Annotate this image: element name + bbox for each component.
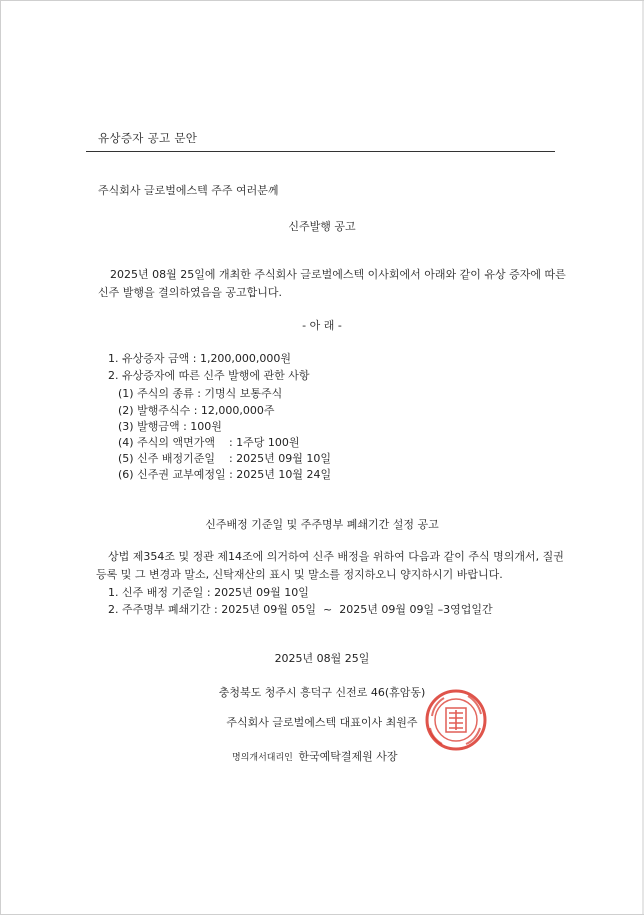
below-marker: - 아 래 -	[302, 319, 342, 332]
company-address: 충청북도 청주시 흥덕구 신전로 46(휴암동)	[218, 686, 426, 699]
signature-line: 주식회사 글로벌에스텍 대표이사 최원주	[226, 716, 418, 729]
sub-list-item: (2) 발행주식수 : 12,000,000주	[118, 404, 275, 417]
notice-title-issuance: 신주발행 공고	[288, 220, 356, 233]
sub-list-item: (1) 주식의 종류 : 기명식 보통주식	[118, 387, 283, 400]
list-item: 2. 유상증자에 따른 신주 발행에 관한 사항	[108, 369, 310, 382]
sub-list-item: (3) 발행금액 : 100원	[118, 420, 222, 433]
transfer-agent-name: 한국예탁결제원 사장	[298, 750, 398, 763]
notice-date: 2025년 08월 25일	[274, 652, 370, 665]
transfer-agent-label: 명의개서대리인	[232, 753, 293, 763]
list-item: 1. 유상증자 금액 : 1,200,000,000원	[108, 352, 292, 365]
record-date-paragraph: 상법 제354조 및 정관 제14조에 의거하여 신주 배정을 위하여 다음과 같이 주식 명의개서, 질권등록 및 그 변경과 말소, 신탁재산의 표시 및 말소를 정지하오니 양지하시기 바랍니다.	[96, 550, 564, 581]
header-divider	[86, 151, 555, 152]
intro-paragraph: 2025년 08월 25일에 개최한 주식회사 글로벌에스텍 이사회에서 아래와 같이 유상 증자에 따른 신주 발행을 결의하였음을 공고합니다.	[98, 268, 566, 299]
list-item: 2. 주주명부 폐쇄기간 : 2025년 09월 05일 ~ 2025년 09월 09일 –3영업일간	[108, 603, 493, 616]
salutation: 주식회사 글로벌에스텍 주주 여러분께	[98, 184, 279, 197]
sub-list-item: (6) 신주권 교부예정일 : 2025년 10월 24일	[118, 468, 332, 481]
transfer-agent-line	[232, 748, 398, 764]
list-item: 1. 신주 배정 기준일 : 2025년 09월 10일	[108, 586, 309, 599]
sub-list-item: (5) 신주 배정기준일 : 2025년 09월 10일	[118, 452, 332, 465]
document-header: 유상증자 공고 문안	[98, 131, 198, 145]
sub-list-item: (4) 주식의 액면가액 : 1주당 100원	[118, 436, 300, 449]
company-seal-icon	[424, 688, 488, 752]
notice-title-record-date: 신주배정 기준일 및 주주명부 폐쇄기간 설정 공고	[205, 518, 439, 531]
